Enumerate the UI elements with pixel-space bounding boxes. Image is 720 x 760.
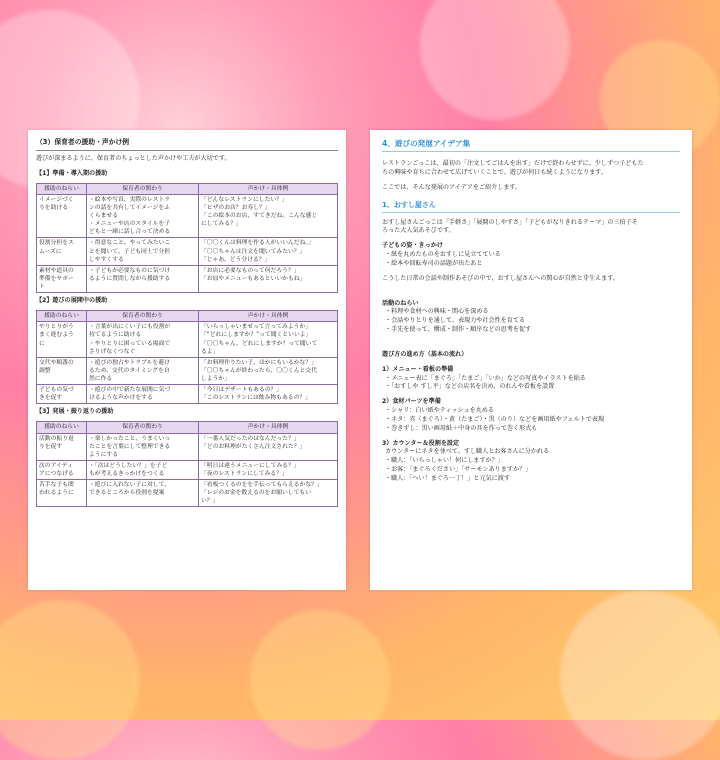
subsection-heading: 【2】遊びの展開中の援助	[36, 297, 108, 305]
column-header: 声かけ・具体例	[199, 183, 338, 194]
list-item: ・職人：「いらっしゃい！何にしますか？」	[385, 457, 504, 465]
cell-aim	[37, 322, 87, 357]
cell-text: ようにする	[89, 451, 118, 458]
cell-aim	[37, 433, 87, 460]
table-row	[37, 322, 338, 357]
document-page-right	[370, 130, 692, 590]
column-header: 援助のねらい	[37, 183, 87, 194]
cell-text: に	[39, 340, 45, 347]
text-line: ちの興味や育ちに合わせて広げていくことで、遊びが何日も続くようになります。	[382, 168, 607, 176]
cell-text: 「このレストランには飲み物もあるの？」	[201, 395, 311, 402]
section-title: 1、おすし屋さん	[382, 200, 680, 212]
step-list	[382, 407, 680, 433]
cell-text: るため、交代のタイミングを自	[89, 367, 170, 374]
cell-text: 「一番人気だったのはなんだった？」	[201, 435, 300, 442]
cell-text: 素材や道具の	[39, 267, 74, 274]
cell-text: くらませる	[89, 213, 118, 220]
cell-aim	[37, 357, 87, 384]
table-row	[37, 480, 338, 507]
cell-text: 「明日は違うメニューにしてみる？」	[201, 462, 300, 469]
cell-aim	[37, 480, 87, 507]
bokeh-light	[560, 590, 720, 760]
sushi-description	[382, 219, 680, 237]
aim-heading: 活動のねらい	[382, 299, 419, 307]
cell-say	[199, 460, 338, 479]
aim-list	[382, 308, 680, 334]
cell-act	[87, 460, 199, 479]
cell-say	[199, 480, 338, 507]
cell-aim	[37, 265, 87, 292]
kids-heading: 子どもの姿・きっかけ	[382, 242, 443, 250]
cell-text: まく進むよう	[39, 332, 74, 339]
cell-act	[87, 265, 199, 292]
cell-text: 「お店に必要なものって何だろう？」	[201, 267, 300, 274]
list-item: ・ネタ：赤（まぐろ）・黄（たまご）・黒（のり）などを画用紙やフェルトで表現	[385, 415, 605, 423]
cell-text: できるところから役割を提案	[89, 490, 165, 497]
cell-text: われるように	[39, 490, 74, 497]
cell-text: ・得意なこと、やってみたいこ	[89, 240, 171, 247]
cell-text: 準備をサポー	[39, 275, 74, 282]
cell-text: たことを言葉にして整理できる	[89, 443, 171, 450]
table-row	[37, 385, 338, 404]
cell-text: 「レジのお金を数えるのをお願いしてもい	[201, 490, 311, 497]
cell-text: りを助ける	[39, 205, 68, 211]
cell-text: ・やりとりに困っている場面で	[89, 340, 171, 347]
cell-text: 「ピザのお店？お寿し？」	[201, 205, 271, 211]
cell-act	[87, 194, 199, 238]
cell-text: ・子どもが必要なものに気づけ	[89, 267, 171, 274]
cell-text: 調整	[39, 367, 51, 374]
cell-text: 「看板つくるのをを手伝ってもらえるかな？」	[201, 482, 323, 489]
bokeh-light	[0, 600, 140, 760]
cell-text: 「お料理作りたい子、ほかにもいるかな？」	[201, 359, 317, 366]
cell-say	[199, 357, 338, 384]
step-title: 2）食材パーツを準備	[382, 398, 441, 406]
cell-say	[199, 238, 338, 265]
cell-aim	[37, 238, 87, 265]
cell-text: 持てるように助ける	[89, 332, 142, 339]
support-table	[36, 310, 338, 404]
list-item: ・お客：「まぐろください」「サーモンありますか？」	[385, 466, 532, 474]
cell-text: にしてみる？」	[201, 221, 242, 228]
step-list	[382, 448, 680, 483]
cell-act	[87, 357, 199, 384]
list-item: ・紙を丸めたものをおすしに見立てている	[385, 251, 501, 259]
subsection-heading: 【3】発展・振り返りの援助	[36, 408, 114, 416]
list-item: ・職人：「へい！まぐろ一丁！」と元気に渡す	[385, 474, 510, 482]
cell-text: ・「次はどうしたい？」を子ど	[89, 462, 168, 469]
cell-text: ンの話を共有してイメージをふ	[89, 205, 170, 211]
column-header: 声かけ・具体例	[199, 422, 338, 433]
table-header-row	[37, 310, 338, 321]
cell-act	[87, 322, 199, 357]
list-item: ・会話やりとりを通して、表現力や社会性を育てる	[385, 317, 526, 325]
step-list	[382, 375, 680, 393]
cell-text: るように質問しながら援助する	[89, 275, 171, 282]
intro-text: 遊びが深まるように、保育者のちょっとした声かけや工夫が大切です。	[36, 154, 231, 162]
cell-text: どもと一緒に話し合って決める	[89, 229, 171, 236]
flow-heading: 遊び方の進め方（基本の流れ）	[382, 350, 468, 358]
cell-text: 「この絵本のお店、すてきだね。こんな感じ	[201, 213, 318, 220]
cell-text: 「お皿やメニューもあるといいかもね」	[201, 275, 306, 282]
cell-act	[87, 433, 199, 460]
table-header-row	[37, 422, 338, 433]
table-row	[37, 238, 338, 265]
list-item: ・手先を使って、構成・制作・順序などの思考を促す	[385, 326, 532, 334]
table-row	[37, 194, 338, 238]
cell-text: 「どんなレストランにしたい？」	[201, 196, 288, 203]
list-item: ・シャリ：白い紙やティッシュを丸める	[385, 407, 494, 415]
cell-text: アにつなげる	[39, 470, 74, 477]
cell-text: ムーズに	[39, 248, 62, 255]
text-line: ろった大人気あそびです。	[382, 227, 455, 235]
text-line: おすし屋さんごっこは「手軽さ」「展開のしやすさ」「子どもがなりきれるテーマ」の三拍子そ	[382, 218, 638, 226]
cell-text: 「〇〇ちゃんが終わったら、〇〇くんと交代	[201, 367, 317, 374]
cell-text: 「じゃあ、どう分ける？」	[201, 256, 271, 263]
list-item: ・メニュー表に「まぐろ」「たまご」「いか」などの写真やイラストを貼る	[385, 374, 586, 382]
cell-text: けるような声かけをする	[89, 395, 153, 402]
cell-text: やりとりがう	[39, 324, 74, 331]
cell-text: イメージづく	[39, 196, 74, 203]
cell-text: しやすくする	[89, 256, 124, 263]
cell-text: 「今日はデザートもあるの？」	[201, 387, 283, 394]
cell-say	[199, 194, 338, 238]
cell-text: い？」	[201, 498, 219, 505]
column-header: 声かけ・具体例	[199, 310, 338, 321]
cell-text: ・言葉が出にくい子にも役割が	[89, 324, 171, 331]
list-item: ・「おすしや すし平」などの店名を決め、のれんや看板を設置	[385, 383, 555, 391]
cell-text: 「夜のレストランにしてみる？」	[201, 470, 288, 477]
cell-text: ・メニューや店のスタイルを子	[89, 221, 171, 228]
support-sections	[36, 170, 338, 508]
cell-text: るよ」	[201, 348, 219, 355]
cell-text: 「〇〇ちゃんは注文を聞いてみたい？」	[201, 248, 306, 255]
cell-text: 活動の振り返	[39, 435, 74, 442]
cell-text: 交代や順番の	[39, 359, 74, 366]
cell-text: りを促す	[39, 443, 63, 450]
cell-say	[199, 322, 338, 357]
table-header-row	[37, 183, 338, 194]
intro-paragraph-2: ここでは、そんな発展のアイデアをご紹介します。	[382, 183, 522, 191]
column-header: 援助のねらい	[37, 422, 87, 433]
support-table	[36, 183, 338, 294]
text-line: レストランごっこは、最初の「注文してごはんを出す」だけで終わらせずに、少しずつ子どもた	[382, 160, 644, 167]
cell-text: 「“どれにしますか？”って聞くといいよ」	[201, 332, 312, 339]
table-row	[37, 460, 338, 479]
column-header: 保育者の関わり	[87, 422, 199, 433]
cell-text: 然に作る	[89, 375, 113, 382]
cell-text: ・絵本や写真、実際のレストラ	[89, 196, 170, 203]
cell-text: ト	[39, 283, 45, 290]
cell-say	[199, 433, 338, 460]
cell-aim	[37, 194, 87, 238]
list-item: ・料理や食材への興味・関心を深める	[385, 308, 489, 316]
table-row	[37, 433, 338, 460]
bokeh-light	[250, 610, 390, 750]
cell-aim	[37, 460, 87, 479]
cell-text: きを促す	[39, 395, 63, 402]
page-title: 4、遊びの発展アイデア集	[382, 138, 680, 152]
cell-text: ・遊びの独占やトラブルを避け	[89, 359, 170, 366]
cell-act	[87, 480, 199, 507]
cell-act	[87, 238, 199, 265]
cell-text: ・遊びに入れない子に対して、	[89, 482, 171, 489]
list-item: カウンターにネタを並べて、すし職人とお客さんに分かれる	[385, 448, 550, 456]
table-row	[37, 357, 338, 384]
cell-say	[199, 265, 338, 292]
kids-summary: こうした日常の会話や制作あそびの中で、おすし屋さんへの関心が自然と芽生えます。	[382, 274, 619, 282]
cell-text: もが考えるきっかけをつくる	[89, 470, 165, 477]
column-header: 保育者の関わり	[87, 183, 199, 194]
cell-text: 「〇〇くんは料理を作る人がいいんだね。」	[201, 240, 315, 247]
column-header: 保育者の関わり	[87, 310, 199, 321]
cell-text: 苦手な子も関	[39, 482, 74, 489]
list-item: ・巻きずし：黒い画用紙＋中身の具を作って巻く形式も	[385, 424, 538, 432]
cell-text: 「〇〇ちゃん、どれにしますか？って聞いて	[201, 340, 318, 347]
bokeh-light	[420, 0, 570, 120]
cell-act	[87, 385, 199, 404]
column-header: 援助のねらい	[37, 310, 87, 321]
cell-text: さりげなくつなぐ	[89, 348, 136, 355]
cell-text: 次のアイディ	[39, 462, 73, 469]
cell-text: しようか」	[201, 375, 230, 382]
intro-paragraph	[382, 160, 680, 178]
step-title: 1）メニュー・看板の準備	[382, 365, 454, 373]
kids-list	[382, 251, 680, 269]
table-row	[37, 265, 338, 292]
cell-say	[199, 385, 338, 404]
cell-aim	[37, 385, 87, 404]
cell-text: とを聞いて、子ども同士で分担	[89, 248, 171, 255]
list-item: ・絵本や回転寿司の話題が出たあと	[385, 259, 483, 267]
cell-text: 子どもの気づ	[39, 387, 74, 394]
cell-text: ・遊びの中で新たな展開に気づ	[89, 387, 171, 394]
cell-text: ・楽しかったこと、うまくいっ	[89, 435, 171, 442]
document-page-left	[28, 130, 346, 590]
subsection-heading: 【1】準備・導入期の援助	[36, 169, 108, 177]
step-title: 3）カウンター＆役割を設定	[382, 439, 460, 447]
cell-text: 「いらっしゃいませって言ってみようか」	[201, 324, 312, 331]
cell-text: 役割分担をス	[39, 240, 74, 247]
cell-text: 「どのお料理がたくさん注文された？」	[201, 443, 306, 450]
support-table	[36, 421, 338, 507]
section-heading: （3）保育者の援助・声かけ例	[36, 138, 338, 151]
